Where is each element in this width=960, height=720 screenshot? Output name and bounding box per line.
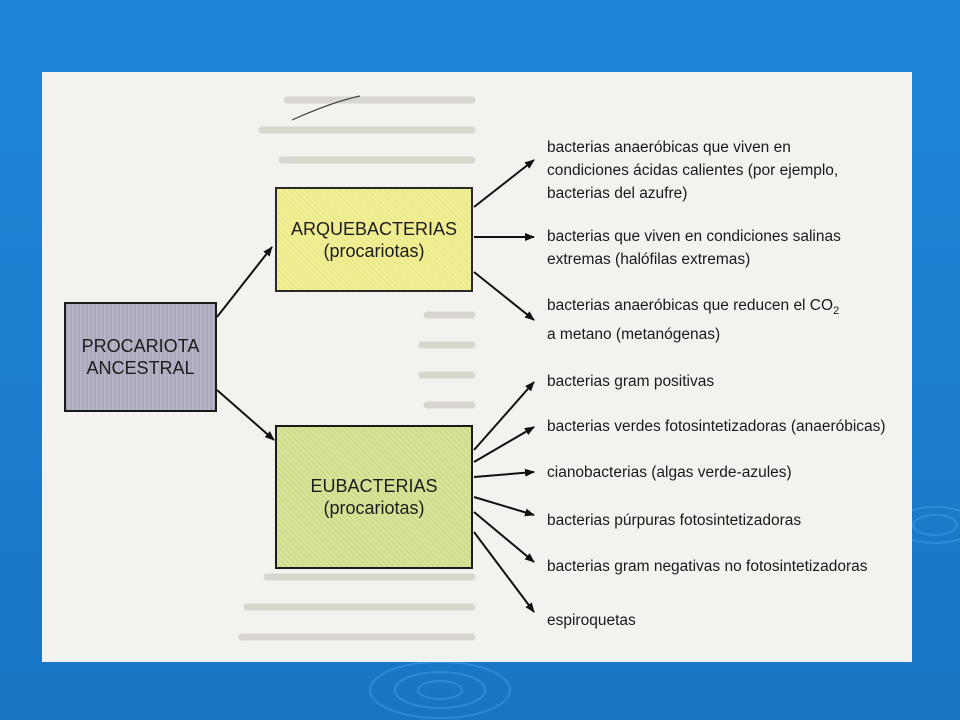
arrow-root-eub [217,390,274,440]
leaf-arque-3: bacterias anaeróbicas que reducen el $CO_2$ a metano (metanógenas) [547,297,840,344]
leaf-eub-6: espiroquetas [547,612,636,629]
group-box-eubacterias [275,425,473,569]
arrow-arque-3 [474,272,534,320]
leaf-eub-3: cianobacterias (algas verde-azules) [547,464,792,481]
leaf-eub-4: bacterias púrpuras fotosintetizadoras [547,512,802,529]
arrow-eub-5 [474,512,534,562]
diagram-panel [42,72,912,662]
leaf-eub-1: bacterias gram positivas [547,373,715,390]
leaf-arque-2: bacterias que viven en condiciones salinas extremas (halófilas extremas) [547,228,841,268]
leaf-eub-5: bacterias gram negativas no fotosintetizadoras [547,558,868,575]
arrow-eub-3 [474,472,534,477]
arrow-root-arque [217,247,272,317]
arrow-eub-2 [474,427,534,462]
group-label-eubacterias: EUBACTERIAS [310,476,438,496]
group-sublabel-arquebacterias: (procariotas) [323,240,425,261]
root-label-line2: ANCESTRAL [86,358,195,378]
leaf-eub-2: bacterias verdes fotosintetizadoras (anaeróbicas) [547,418,886,435]
root-box-procariota-ancestral [64,302,217,412]
leaf-arque-1: bacterias anaeróbicas que viven en condiciones ácidas calientes (por ejemplo, bacterias del azufre) [547,139,839,202]
group-label-arquebacterias: ARQUEBACTERIAS [290,218,458,239]
arrow-eub-1 [474,382,534,450]
group-sublabel-eubacterias: (procariotas) [323,498,425,518]
arrow-eub-6 [474,532,534,612]
group-box-arquebacterias [275,187,473,292]
root-label-line1: PROCARIOTA [81,336,200,356]
arrow-arque-1 [474,160,534,207]
arrow-eub-4 [474,497,534,515]
